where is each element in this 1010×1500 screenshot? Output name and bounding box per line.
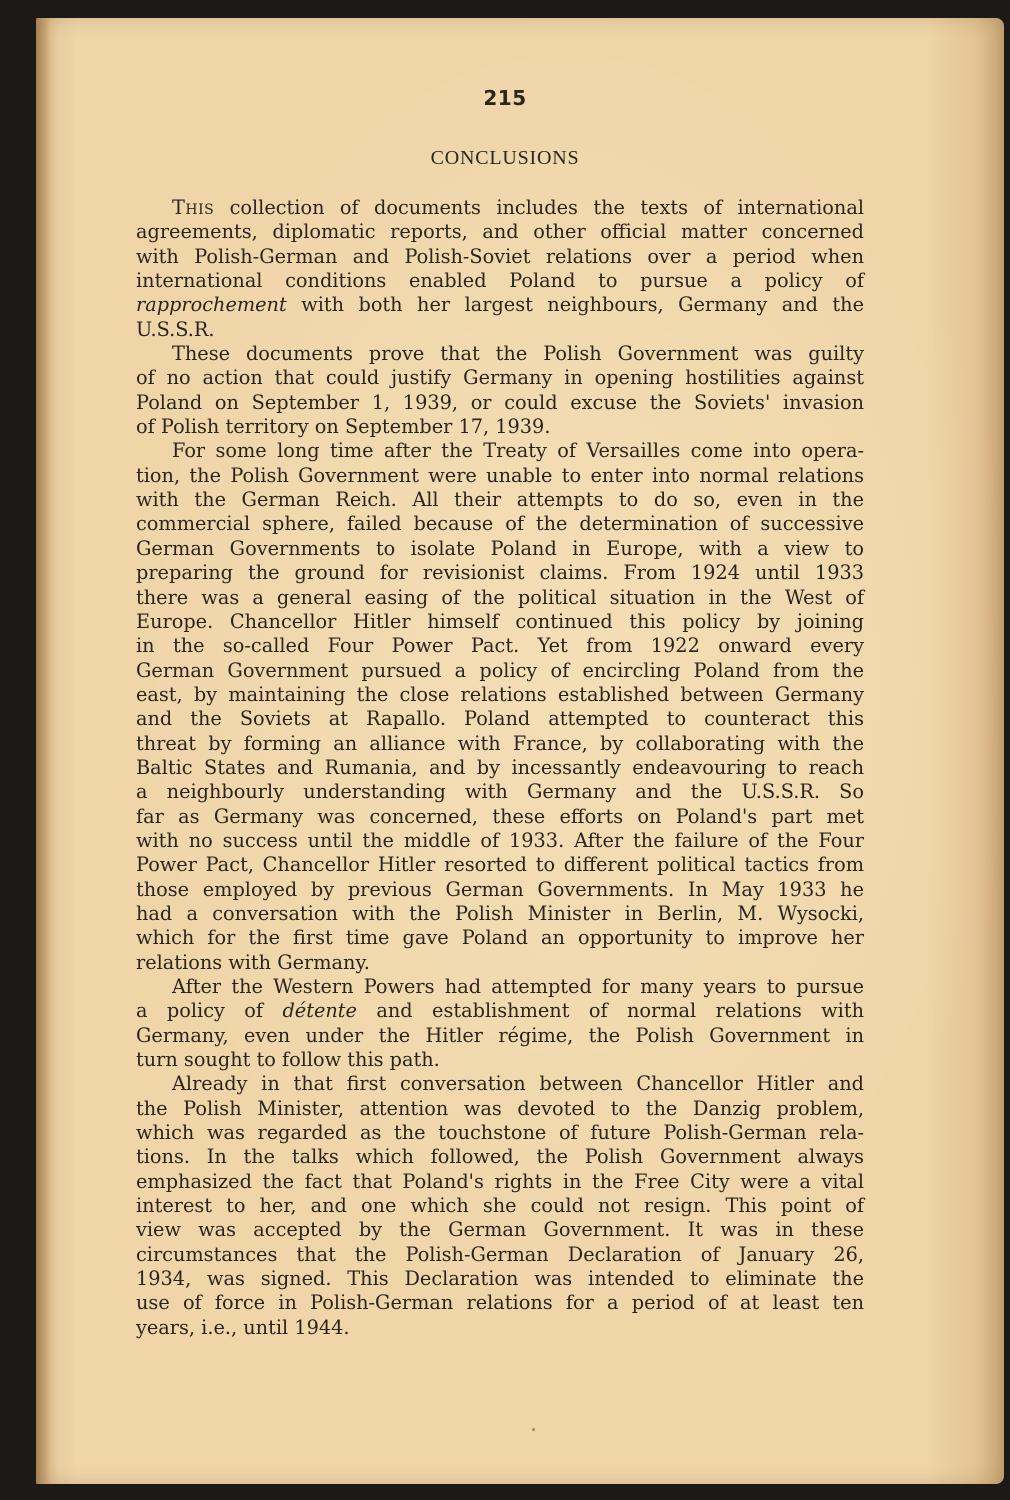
paragraph-5 bbox=[136, 1072, 864, 1340]
text-line: which for the first time gave Poland an opportunity to improve her bbox=[136, 926, 864, 950]
text-line: had a conversation with the Polish Minister in Berlin, M. Wysocki, bbox=[136, 901, 864, 925]
text-line: relations with Germany. bbox=[136, 950, 370, 974]
lead-word: This bbox=[172, 196, 215, 219]
text-line: view was accepted by the German Government. It was in these bbox=[136, 1218, 864, 1242]
text-line: years, i.e., until 1944. bbox=[136, 1315, 350, 1339]
text-line: which was regarded as the touchstone of future Polish-German rela- bbox=[136, 1121, 864, 1145]
text-line: After the Western Powers had attempted for many years to pursue bbox=[172, 975, 864, 998]
text-line: turn sought to follow this path. bbox=[136, 1048, 440, 1072]
text-line: there was a general easing of the political situation in the West of bbox=[136, 585, 864, 609]
paragraph-3 bbox=[136, 439, 864, 975]
text-line: interest to her, and one which she could not resign. This point of bbox=[136, 1194, 864, 1218]
text-line: a policy of détente and establishment of normal relations with bbox=[136, 999, 864, 1023]
text-line: the Polish Minister, attention was devoted to the Danzig problem, bbox=[136, 1096, 864, 1120]
text-line: preparing the ground for revisionist claims. From 1924 until 1933 bbox=[136, 561, 864, 585]
text-line: Already in that first conversation between Chancellor Hitler and bbox=[172, 1072, 864, 1096]
text-line: and the Soviets at Rapallo. Poland attempted to counteract this bbox=[136, 707, 864, 731]
text-line: far as Germany was concerned, these efforts on Poland's part met bbox=[136, 804, 864, 828]
paragraph-2 bbox=[136, 342, 864, 439]
text-line: circumstances that the Polish-German Declaration of January 26, bbox=[136, 1242, 864, 1266]
text-line: tion, the Polish Government were unable to enter into normal relations bbox=[136, 463, 864, 487]
text-line: with the German Reich. All their attempts to do so, even in the bbox=[136, 488, 864, 512]
italic-term: rapprochement bbox=[136, 293, 287, 317]
text-line: 1934, was signed. This Declaration was intended to eliminate the bbox=[136, 1267, 864, 1291]
text-line: These documents prove that the Polish Government was guilty bbox=[172, 342, 864, 366]
text-line: agreements, diplomatic reports, and other official matter concerned bbox=[136, 220, 864, 244]
text-line: Europe. Chancellor Hitler himself continued this policy by joining bbox=[136, 609, 864, 633]
text-line: Germany, even under the Hitler régime, the Polish Government in bbox=[136, 1023, 864, 1047]
text-line: Baltic States and Rumania, and by incessantly endeavouring to reach bbox=[136, 755, 864, 779]
text-line: those employed by previous German Governments. In May 1933 he bbox=[136, 877, 864, 901]
text-line: east, by maintaining the close relations established between Germany bbox=[136, 682, 864, 706]
binding-edge bbox=[36, 18, 50, 1484]
chapter-heading: CONCLUSIONS bbox=[430, 147, 580, 169]
text-line: emphasized the fact that Poland's rights in the Free City were a vital bbox=[136, 1169, 864, 1193]
text-line: commercial sphere, failed because of the determination of successive bbox=[136, 512, 864, 536]
text-line: German Governments to isolate Poland in Europe, with a view to bbox=[136, 536, 864, 560]
text-line: of no action that could justify Germany in opening hostilities against bbox=[136, 366, 864, 390]
text-line: with Polish-German and Polish-Soviet relations over a period when bbox=[136, 244, 864, 268]
text-line: of Polish territory on September 17, 1939. bbox=[136, 415, 551, 439]
text-line: threat by forming an alliance with France, by collaborating with the bbox=[136, 731, 864, 755]
text-line: in the so-called Four Power Pact. Yet from 1922 onward every bbox=[136, 634, 864, 658]
page-number: 215 bbox=[483, 86, 527, 110]
text-line: German Government pursued a policy of encircling Poland from the bbox=[136, 658, 864, 682]
text-line: This collection of documents includes the texts of international bbox=[172, 196, 864, 219]
text-line: U.S.S.R. bbox=[136, 317, 215, 341]
paper-speck bbox=[532, 1428, 535, 1431]
text-line: For some long time after the Treaty of Versailles come into opera- bbox=[172, 439, 864, 463]
text-line: international conditions enabled Poland to pursue a policy of bbox=[136, 269, 864, 293]
text-line: use of force in Polish-German relations for a period of at least ten bbox=[136, 1291, 864, 1315]
paragraph-4 bbox=[136, 975, 864, 1072]
text-line: rapprochement with both her largest neighbours, Germany and the bbox=[136, 293, 864, 317]
text-line: tions. In the talks which followed, the Polish Government always bbox=[136, 1145, 864, 1169]
text-line: a neighbourly understanding with Germany and the U.S.S.R. So bbox=[136, 780, 864, 804]
paragraph-1 bbox=[136, 196, 864, 342]
body-text bbox=[136, 196, 864, 1340]
text-line: Poland on September 1, 1939, or could excuse the Soviets' invasion bbox=[136, 390, 864, 414]
text-line: with no success until the middle of 1933. After the failure of the Four bbox=[136, 828, 864, 852]
text-line: Power Pact, Chancellor Hitler resorted to different political tactics from bbox=[136, 853, 864, 877]
italic-term: détente bbox=[282, 999, 357, 1023]
